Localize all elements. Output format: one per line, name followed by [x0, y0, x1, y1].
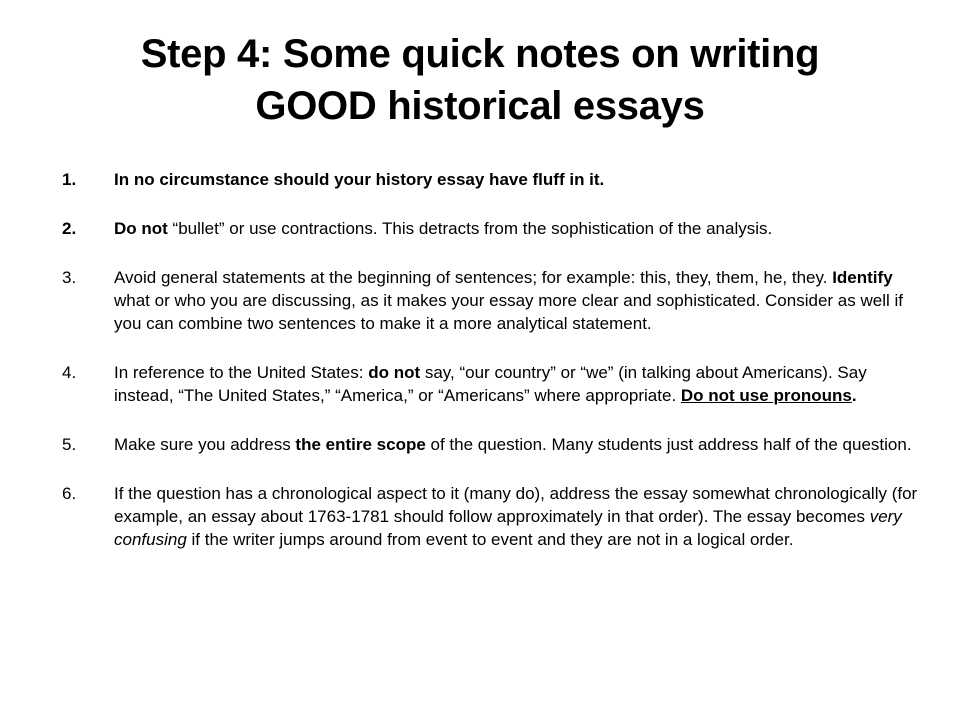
item-text-a: In reference to the United States: [114, 363, 369, 382]
list-item [62, 266, 922, 335]
item-text-a: Make sure you address [114, 435, 296, 454]
item-text-a: If the question has a chronological aspect to it (many do), address the essay somewhat chronologically (for example, an essay about 1763-1781 should follow approximately in that order). The essay becomes [114, 484, 918, 526]
list-item [62, 168, 922, 191]
notes-list [62, 168, 922, 551]
item-italic-mid: very confusing [114, 507, 902, 549]
item-number: 6. [62, 484, 77, 503]
item-text: “bullet” or use contractions. This detracts from the sophistication of the analysis. [167, 219, 773, 238]
item-number: 4. [62, 363, 77, 382]
item-text-a: Avoid general statements at the beginning of sentences; for example: this, they, them, he, they. [114, 268, 833, 287]
list-item [62, 482, 922, 551]
item-underline-bold: Do not use pronouns [680, 386, 852, 405]
list-item [62, 217, 922, 240]
title-line-1: Step 4: Some quick notes on writing [140, 32, 820, 76]
item-text: In no circumstance should your history essay have fluff in it. [114, 170, 605, 189]
item-number: 2. [62, 219, 77, 238]
item-number: 5. [62, 435, 77, 454]
item-text-end: . [851, 386, 857, 405]
title-line-2: GOOD historical essays [255, 84, 705, 128]
item-number: 3. [62, 268, 77, 287]
list-item [62, 433, 922, 456]
item-text-b: of the question. Many students just address half of the question. [425, 435, 912, 454]
item-text-b: what or who you are discussing, as it makes your essay more clear and sophisticated. Consider as well if you can combine two sentences to make it a more analytical statement. [114, 291, 903, 333]
item-bold-mid: the entire scope [295, 435, 426, 454]
item-bold-mid: Identify [832, 268, 893, 287]
item-text-b: if the writer jumps around from event to event and they are not in a logical order. [186, 530, 794, 549]
slide-title [40, 28, 920, 132]
item-bold-mid: do not [368, 363, 421, 382]
item-bold-lead: Do not [114, 219, 168, 238]
list-item [62, 361, 922, 407]
item-text-b: say, “our country” or “we” (in talking about Americans). Say instead, “The United States,” “America,” or “Americans” where appropriate. [114, 363, 867, 405]
item-number: 1. [62, 170, 77, 189]
